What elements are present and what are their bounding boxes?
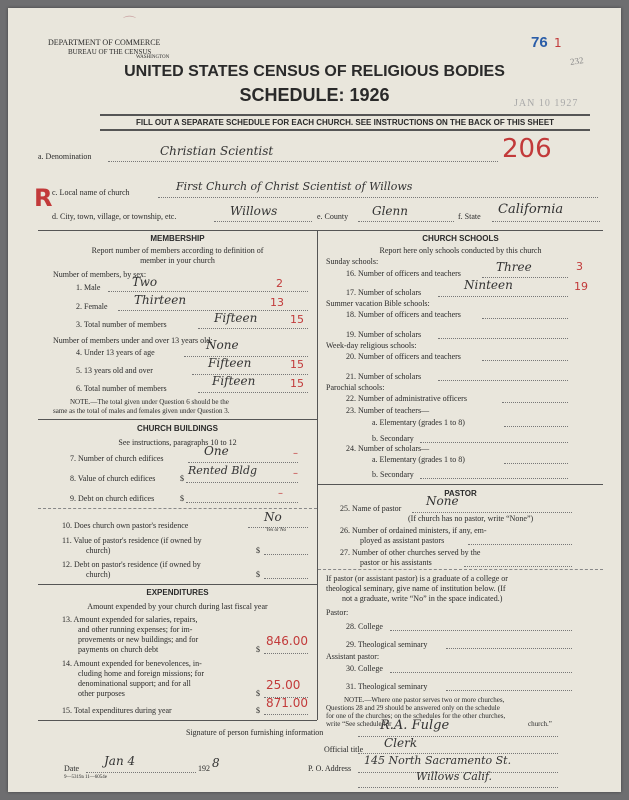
total2-label: 6. Total number of members — [76, 384, 167, 393]
local-name-line — [158, 197, 598, 198]
q10-hint: Yes or No — [266, 528, 287, 533]
q25-label: 25. Name of pastor — [340, 504, 402, 513]
total2-line — [198, 392, 308, 393]
pastor-note4: write “See schedule for — [326, 720, 392, 728]
date-label: Date — [64, 764, 80, 773]
denomination-code: 206 — [502, 134, 552, 164]
q22-line — [502, 402, 568, 403]
q12-label2: church) — [86, 570, 111, 579]
male-line — [108, 291, 308, 292]
q14-line1: 14. Amount expended for benevolences, in- — [62, 659, 202, 668]
pastor-heading: PASTOR — [444, 489, 477, 498]
schools-sub: Report here only schools conducted by this church — [379, 246, 542, 255]
q25-hint: (If church has no pastor, write “None”) — [408, 514, 534, 523]
q16-value: Three — [496, 260, 532, 274]
q10-value: No — [264, 510, 282, 524]
local-name-label: c. Local name of church — [52, 188, 130, 197]
q22-label: 22. Number of administrative officers — [346, 394, 467, 403]
pastor-label: Pastor: — [326, 608, 349, 617]
sunday-label: Sunday schools: — [326, 257, 379, 266]
q13-dollar: $ — [256, 645, 260, 654]
address-value-2: Willows Calif. — [416, 770, 493, 783]
q14-line3: denominational support; and for all — [78, 679, 191, 688]
q7-line — [188, 462, 298, 463]
over13-label: 5. 13 years old and over — [76, 366, 153, 375]
total-members-line — [198, 328, 308, 329]
q24-label: 24. Number of scholars— — [346, 444, 430, 453]
official-title-label: Official title — [324, 745, 364, 754]
q28-label: 28. College — [346, 622, 383, 631]
q8-dash: – — [293, 468, 298, 479]
column-divider — [317, 230, 318, 720]
q20-line — [482, 360, 568, 361]
corner-note: 232 — [569, 55, 585, 67]
q16-count: 3 — [576, 260, 583, 273]
q11-dollar: $ — [256, 546, 260, 555]
pastor-note2: Questions 28 and 29 should be answered only on the schedule — [326, 704, 500, 712]
main-bottom-rule — [38, 720, 317, 721]
q13-value: 846.00 — [266, 634, 308, 648]
q27-line1: 27. Number of other churches served by the — [340, 548, 481, 557]
q26-line2: ployed as assistant pastors — [360, 536, 445, 545]
q10-label: 10. Does church own pastor's residence — [62, 521, 189, 530]
under13-value: None — [206, 338, 239, 352]
state-line — [492, 221, 600, 222]
q27-line2: pastor or his assistants — [360, 558, 432, 567]
membership-bottom-rule — [38, 419, 317, 420]
q18-label: 18. Number of officers and teachers — [346, 310, 461, 319]
title-rule-top — [100, 114, 590, 116]
schedule-number: 76 — [531, 34, 548, 51]
q14-line4: other purposes — [78, 689, 125, 698]
q8-label: 8. Value of church edifices — [70, 474, 156, 483]
total2-count: 15 — [290, 377, 304, 390]
q8-value: Rented Bldg — [188, 464, 258, 477]
signature-label: Signature of person furnishing information — [186, 728, 324, 737]
q26-line — [468, 544, 572, 545]
membership-sub2: member in your church — [140, 256, 215, 265]
q15-line — [264, 714, 308, 715]
age-heading: Number of members under and over 13 years old: — [53, 336, 213, 345]
college-note1: If pastor (or assistant pastor) is a graduate of a college or — [326, 574, 508, 583]
address-value-1: 145 North Sacramento St. — [364, 754, 512, 767]
q30-label: 30. College — [346, 664, 383, 673]
q23a-line — [504, 426, 568, 427]
q8-line — [186, 482, 298, 483]
q16-label: 16. Number of officers and teachers — [346, 269, 461, 278]
q23a-label: a. Elementary (grades 1 to 8) — [372, 418, 465, 427]
q28-line — [390, 630, 572, 631]
q15-value: 871.00 — [266, 696, 308, 710]
q13-line4: payments on church debt — [78, 645, 159, 654]
county-value: Glenn — [372, 204, 408, 218]
q12-label1: 12. Debt on pastor's residence (if owned by — [62, 560, 201, 569]
female-line — [118, 310, 308, 311]
over13-count: 15 — [290, 358, 304, 371]
q29-label: 29. Theological seminary — [346, 640, 428, 649]
title-rule-bottom — [100, 129, 590, 131]
q9-dollar: $ — [180, 494, 184, 503]
official-title-value: Clerk — [384, 736, 418, 750]
q14-value: 25.00 — [266, 678, 301, 692]
pastor-separator — [318, 569, 603, 570]
schools-heading: CHURCH SCHOOLS — [422, 234, 499, 243]
buildings-heading: CHURCH BUILDINGS — [137, 424, 218, 433]
q17-line — [438, 296, 568, 297]
q12-line — [264, 578, 308, 579]
q24b-label: b. Secondary — [372, 470, 414, 479]
q9-line — [186, 502, 298, 503]
denomination-line — [108, 161, 498, 162]
total-members-value: Fifteen — [214, 311, 258, 325]
bureau-name: BUREAU OF THE CENSUS — [68, 48, 152, 56]
membership-note2: same as the total of males and females given under Question 3. — [53, 407, 230, 415]
q13-line — [264, 653, 308, 654]
q19-line — [438, 338, 568, 339]
college-note2: theological seminary, give name of institution below. (If — [326, 584, 506, 593]
buildings-bottom-rule — [38, 584, 317, 585]
q9-dash: – — [278, 488, 283, 499]
address-label: P. O. Address — [308, 764, 352, 773]
q24a-label: a. Elementary (grades 1 to 8) — [372, 455, 465, 464]
q26-line1: 26. Number of ordained ministers, if any, em- — [340, 526, 487, 535]
form-title: UNITED STATES CENSUS OF RELIGIOUS BODIES — [124, 63, 505, 80]
q15-dollar: $ — [256, 706, 260, 715]
margin-mark-r: R — [34, 184, 53, 212]
female-label: 2. Female — [76, 302, 108, 311]
q7-label: 7. Number of church edifices — [70, 454, 164, 463]
schedule-title: SCHEDULE: 1926 — [239, 85, 390, 105]
date-line — [86, 772, 196, 773]
signature-value: R.A. Fulge — [380, 718, 450, 733]
q30-line — [390, 672, 572, 673]
q31-line — [446, 690, 572, 691]
q21-line — [438, 380, 568, 381]
college-note3: not a graduate, write “No” in the space indicated.) — [342, 594, 503, 603]
q29-line — [446, 648, 572, 649]
over13-value: Fifteen — [208, 356, 252, 370]
pastor-note3: for one of the churches; on the schedules for the other churches, — [326, 712, 506, 720]
department-name: DEPARTMENT OF COMMERCE — [48, 38, 161, 47]
city-label: d. City, town, village, or township, etc. — [52, 212, 177, 221]
q7-value: One — [204, 444, 229, 458]
instruction-banner: FILL OUT A SEPARATE SCHEDULE FOR EACH CHURCH. SEE INSTRUCTIONS ON THE BACK OF THIS SHEET — [135, 118, 555, 127]
county-label: e. County — [317, 212, 349, 221]
q17-value: Ninteen — [464, 278, 513, 292]
q20-label: 20. Number of officers and teachers — [346, 352, 461, 361]
form-code: 9—5319a 11—6054e — [64, 775, 108, 780]
expenditures-sub: Amount expended by your church during last fiscal year — [87, 602, 268, 611]
year-value: 8 — [212, 756, 220, 770]
q14-line2: cluding home and foreign missions; for — [78, 669, 204, 678]
city-line — [214, 221, 312, 222]
q18-line — [482, 318, 568, 319]
under13-label: 4. Under 13 years of age — [76, 348, 155, 357]
weekday-label: Week-day religious schools: — [326, 341, 417, 350]
membership-sub1: Report number of members according to definition of — [91, 246, 264, 255]
pastor-note1: NOTE.—Where one pastor serves two or more churches, — [344, 696, 505, 704]
pencil-mark: ⌒ — [123, 16, 137, 31]
expenditures-heading: EXPENDITURES — [146, 588, 209, 597]
city-value: Willows — [230, 204, 278, 218]
q19-label: 19. Number of scholars — [346, 330, 422, 339]
denomination-label: a. Denomination — [38, 152, 92, 161]
q24b-line — [420, 478, 568, 479]
q17-count: 19 — [574, 280, 588, 293]
total-members-count: 15 — [290, 313, 304, 326]
q27-line — [464, 566, 572, 567]
q13-line3: provements or new buildings; and for — [78, 635, 199, 644]
male-label: 1. Male — [76, 283, 101, 292]
county-line — [358, 221, 454, 222]
local-name-value: First Church of Christ Scientist of Willows — [176, 180, 413, 193]
denomination-value: Christian Scientist — [160, 144, 274, 158]
male-value: Two — [132, 275, 158, 289]
q13-line1: 13. Amount expended for salaries, repairs, — [62, 615, 198, 624]
state-value: California — [498, 202, 564, 217]
q23-label: 23. Number of teachers— — [346, 406, 430, 415]
by-sex-label: Number of members, by sex: — [53, 270, 147, 279]
total2-value: Fifteen — [212, 374, 256, 388]
asst-pastor-label: Assistant pastor: — [326, 652, 380, 661]
q31-label: 31. Theological seminary — [346, 682, 428, 691]
summer-label: Summer vacation Bible schools: — [326, 299, 430, 308]
q15-label: 15. Total expenditures during year — [62, 706, 172, 715]
q11-label2: church) — [86, 546, 111, 555]
address-line-2 — [358, 787, 558, 788]
year-prefix: 192 — [198, 764, 210, 773]
q23b-line — [420, 442, 568, 443]
bureau-city: WASHINGTON — [136, 55, 170, 60]
buildings-sub: See instructions, paragraphs 10 to 12 — [118, 438, 237, 447]
date-value: Jan 4 — [104, 754, 136, 768]
q25-value: None — [426, 494, 459, 508]
q8-dollar: $ — [180, 474, 184, 483]
parochial-label: Parochial schools: — [326, 383, 385, 392]
q9-label: 9. Debt on church edifices — [70, 494, 155, 503]
total-members-label: 3. Total number of members — [76, 320, 167, 329]
male-count: 2 — [276, 277, 283, 290]
q23b-label: b. Secondary — [372, 434, 414, 443]
female-count: 13 — [270, 296, 284, 309]
buildings-separator — [38, 508, 317, 509]
q24a-line — [504, 463, 568, 464]
q21-label: 21. Number of scholars — [346, 372, 422, 381]
q14-dollar: $ — [256, 689, 260, 698]
female-value: Thirteen — [134, 293, 187, 307]
q25-line — [412, 512, 572, 513]
schools-bottom-rule — [318, 484, 603, 485]
state-label: f. State — [458, 212, 481, 221]
q7-dash: – — [293, 448, 298, 459]
membership-note1: NOTE.—The total given under Question 6 should be the — [70, 398, 229, 406]
schedule-number-mark: 1 — [554, 36, 562, 50]
q12-dollar: $ — [256, 570, 260, 579]
q11-line — [264, 554, 308, 555]
section-top-rule — [38, 230, 603, 231]
q13-line2: and other running expenses; for im- — [78, 625, 193, 634]
census-form-sheet — [8, 8, 621, 792]
membership-heading: MEMBERSHIP — [150, 234, 205, 243]
pastor-note5: church.” — [528, 720, 552, 728]
q11-label1: 11. Value of pastor's residence (if owned by — [62, 536, 202, 545]
q17-label: 17. Number of scholars — [346, 288, 422, 297]
received-stamp: JAN 10 1927 — [514, 98, 579, 109]
